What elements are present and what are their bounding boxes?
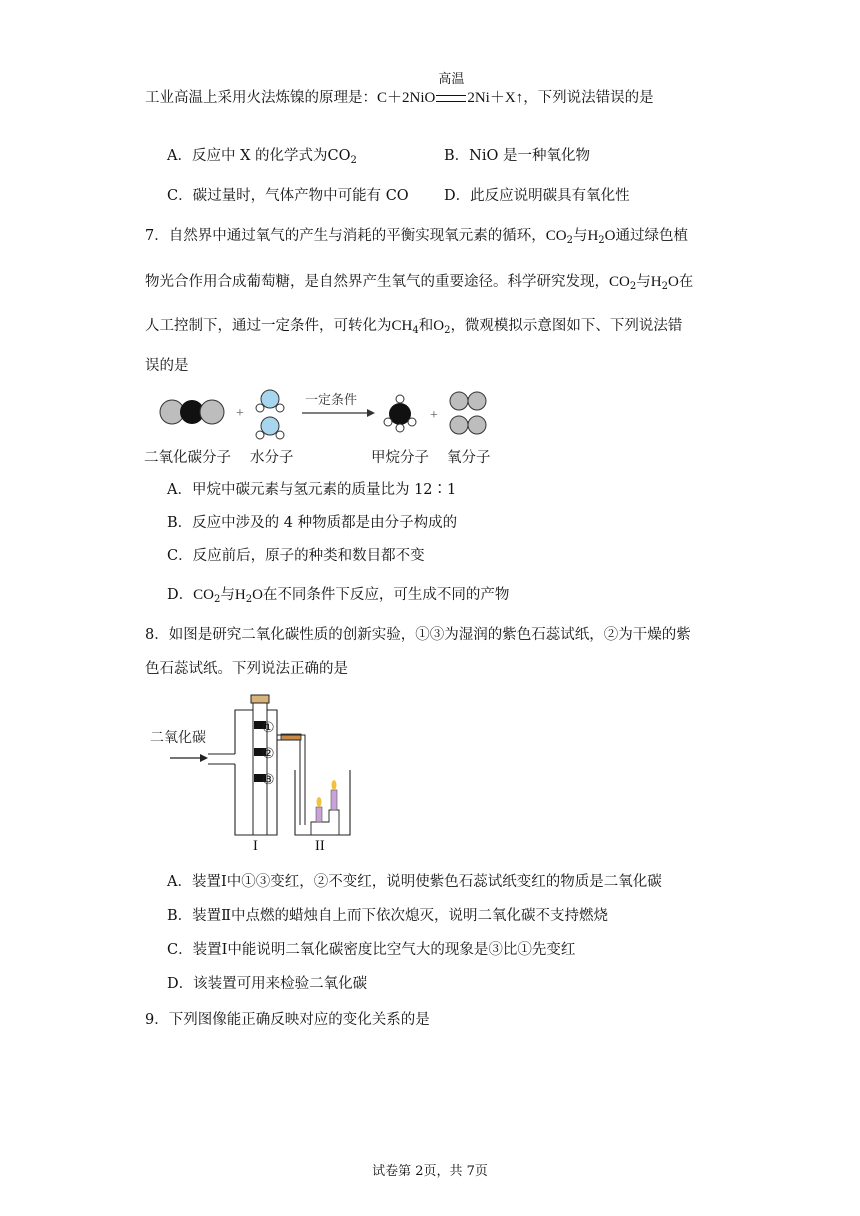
device-ii-label: II: [315, 838, 325, 854]
q7-option-d-c: 在不同条件下反应，可生成不同的产物: [262, 587, 510, 603]
q8-option-d: D．该装置可用来检验二氧化碳: [167, 976, 368, 992]
page-footer: 试卷第 2页，共 7页: [372, 1164, 488, 1179]
q7-line2-text-b: 与: [636, 274, 651, 290]
q6-formula-right: 2Ni＋X↑: [467, 90, 524, 106]
q7-plus-2: +: [430, 408, 438, 423]
candle-low: [316, 797, 322, 822]
q6-condition: [435, 71, 467, 108]
q7-line2-h-sub: 2: [661, 281, 668, 292]
q7-line3-text-a: 人工控制下，通过一定条件，可转化为: [145, 318, 392, 334]
q7-line3-o2: O: [433, 318, 445, 334]
q6-option-a-text: A．反应中 X 的化学式为CO: [167, 148, 351, 164]
candle-high: [331, 780, 337, 810]
q7-line3-text-b: 和: [418, 318, 434, 334]
q7-option-d-h-sub: 2: [245, 594, 253, 605]
q7-line1-o: O: [604, 228, 616, 244]
h2o-molecule-top: [256, 390, 284, 412]
q7-arrow-label: 一定条件: [305, 393, 358, 408]
q7-option-d-co2-sub: 2: [213, 594, 221, 605]
q7-line3-o2-sub: 2: [444, 325, 451, 336]
q7-line1-text-c: 通过绿色植: [615, 228, 689, 244]
q7-option-b: B．反应中涉及的 4 种物质都是由分子构成的: [167, 515, 458, 531]
q7-line1-co2: CO: [545, 228, 567, 244]
q7-plus-1: +: [236, 406, 244, 421]
q7-option-d-co2: CO: [193, 587, 214, 603]
q6-stem-after: ，下列说法错误的是: [523, 90, 654, 106]
q8-gas-label: 二氧化碳: [150, 730, 206, 746]
q7-line1-h: H: [587, 228, 599, 244]
q7-line-3: [145, 316, 682, 341]
litmus-mark-1: ①: [262, 720, 275, 736]
q6-option-a: [167, 146, 357, 171]
device-i-inner-tube: [251, 695, 269, 835]
q7-line3-text-c: ，微观模拟示意图如下、下列说法错: [450, 318, 683, 334]
ch4-molecule: [384, 395, 416, 432]
q9-stem: 9．下列图像能正确反映对应的变化关系的是: [145, 1012, 430, 1028]
q7-line2-h: H: [650, 274, 662, 290]
q7-reaction-diagram: [152, 386, 512, 446]
co2-molecule: [160, 400, 224, 424]
q7-option-a: A．甲烷中碳元素与氢元素的质量比为 12∶1: [167, 482, 457, 498]
device-i-label: I: [253, 838, 258, 854]
q7-line3-ch4: CH: [391, 318, 413, 334]
label-ch4-molecule: 甲烷分子: [371, 450, 429, 466]
h2o-molecule-bottom: [256, 417, 284, 439]
q8-gas-arrow: [170, 754, 208, 762]
q6-option-d: D．此反应说明碳具有氧化性: [444, 188, 630, 204]
q7-line1-h-sub: 2: [598, 235, 605, 246]
q7-arrow: [302, 409, 375, 417]
o2-molecule-top: [450, 392, 486, 410]
q7-line-2: [145, 272, 693, 297]
device-ii-beaker: [295, 770, 350, 835]
q6-option-a-sub: 2: [350, 155, 357, 166]
q6-stem-before: 工业高温上采用火法炼镍的原理是：: [145, 90, 377, 106]
q7-line1-text-b: 与: [572, 228, 588, 244]
q8-option-c: C．装置Ⅰ中能说明二氧化碳密度比空气大的现象是③比①先变红: [167, 942, 576, 958]
q7-option-d-a: D．: [167, 587, 194, 603]
q8-line-2: 色石蕊试纸。下列说法正确的是: [145, 661, 348, 677]
q7-line2-co2-sub: 2: [629, 281, 637, 292]
q7-line-4: 误的是: [145, 358, 189, 374]
q6-formula-left: C＋2NiO: [377, 90, 436, 106]
q7-line2-text-a: 物光合作用合成葡萄糖，是自然界产生氧气的重要途径。科学研究发现，: [145, 274, 609, 290]
q8-option-a: A．装置Ⅰ中①③变红，②不变红，说明使紫色石蕊试纸变红的物质是二氧化碳: [167, 874, 662, 890]
q7-line2-text-c: 在: [678, 274, 694, 290]
litmus-mark-3: ③: [262, 772, 275, 788]
litmus-mark-2: ②: [262, 746, 275, 762]
q7-option-d-b: 与: [220, 587, 235, 603]
q6-condition-label: 高温: [438, 71, 465, 86]
q7-option-d-h: H: [234, 587, 246, 603]
o2-molecule-bottom: [450, 416, 486, 434]
q7-line-1: [145, 226, 688, 251]
q8-apparatus-figure: [145, 690, 365, 840]
q7-line1-co2-sub: 2: [566, 235, 573, 246]
q6-stem: [145, 71, 654, 108]
q6-option-b: B．NiO 是一种氧化物: [444, 148, 590, 164]
label-h2o-molecule: 水分子: [250, 450, 294, 466]
label-o2-molecule: 氧分子: [447, 450, 491, 466]
q7-line1-text-a: 7．自然界中通过氧气的产生与消耗的平衡实现氧元素的循环，: [145, 228, 546, 244]
label-co2-molecule: 二氧化碳分子: [144, 450, 231, 466]
q6-equals-sign: [436, 95, 466, 102]
q7-line2-o: O: [667, 274, 679, 290]
q7-option-d: [167, 585, 509, 610]
q6-option-c: C．碳过量时，气体产物中可能有 CO: [167, 188, 409, 204]
q7-line3-ch4-sub: 4: [412, 325, 419, 336]
q7-line2-co2: CO: [609, 274, 630, 290]
q8-line-1: 8．如图是研究二氧化碳性质的创新实验，①③为湿润的紫色石蕊试纸，②为干燥的紫: [145, 627, 691, 643]
q8-option-b: B．装置Ⅱ中点燃的蜡烛自上而下依次熄灭，说明二氧化碳不支持燃烧: [167, 908, 609, 924]
q7-option-c: C．反应前后，原子的种类和数目都不变: [167, 548, 425, 564]
q7-option-d-o: O: [252, 587, 263, 603]
outlet-pipe: [277, 734, 305, 825]
